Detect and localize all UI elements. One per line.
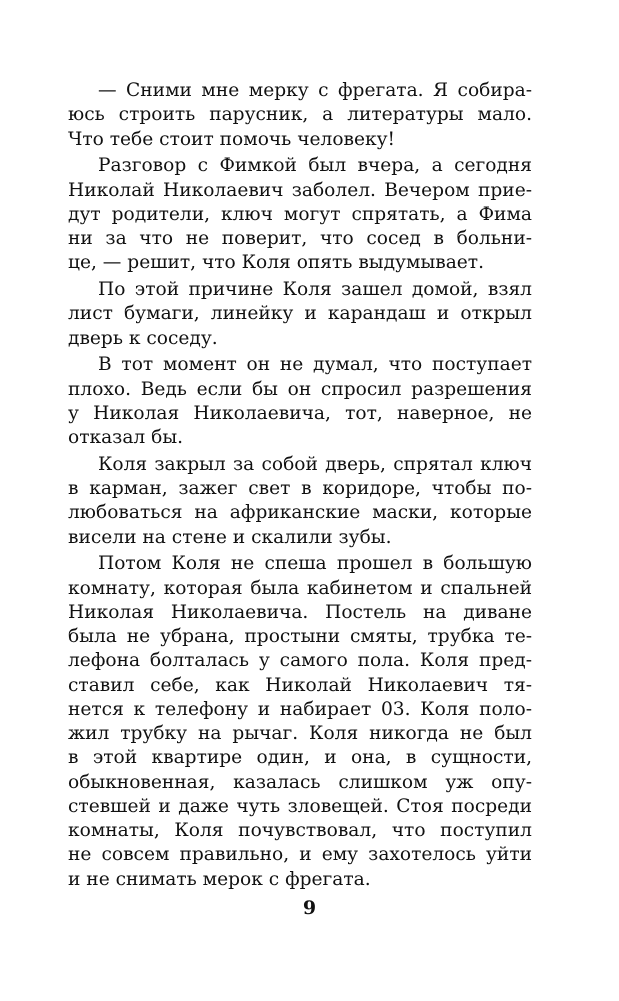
paragraph	[68, 154, 532, 275]
paragraph	[68, 79, 532, 152]
text-line: Николая Николаевича. Постель на диване	[68, 601, 532, 623]
text-line: лефона болталась у самого пола. Коля пред-	[68, 650, 532, 672]
text-line: не совсем правильно, и ему захотелось уйти	[68, 844, 532, 866]
text-line: Коля закрыл за собой дверь, спрятал ключ	[98, 453, 532, 475]
page-number: 9	[302, 897, 317, 919]
text-line: в карман, зажег свет в коридоре, чтобы по-	[68, 478, 532, 499]
text-line: юсь строить парусник, а литературы мало.	[68, 104, 532, 126]
text-line: и не снимать мерок с фрегата.	[68, 868, 371, 890]
paragraph	[68, 552, 532, 892]
text-line: це, — решит, что Коля опять выдумывает.	[68, 252, 485, 274]
text-line: была не убрана, простыни смяты, трубка те-	[68, 626, 532, 647]
paragraph	[68, 353, 532, 450]
text-line: плохо. Ведь если бы он спросил разрешения	[68, 378, 532, 400]
text-line: дут родители, ключ могут спрятать, а Фима	[68, 203, 532, 225]
paragraph	[68, 278, 532, 351]
text-line: ни за что не поверит, что сосед в больни-	[68, 228, 532, 249]
text-line: жил трубку на рычаг. Коля никогда не был	[68, 723, 532, 744]
text-line: висели на стене и скалили зубы.	[68, 526, 392, 548]
paragraph	[68, 453, 532, 550]
text-line: дверь к соседу.	[68, 327, 218, 349]
text-line: Что тебе стоит помочь человеку!	[68, 128, 396, 150]
text-line: — Сними мне мерку с фрегата. Я собира-	[98, 80, 532, 101]
text-line: у Николая Николаевича, тот, наверное, не	[68, 402, 532, 424]
text-line: любоваться на африканские маски, которые	[68, 502, 532, 524]
text-line: По этой причине Коля зашел домой, взял	[98, 279, 532, 300]
text-line: Потом Коля не спеша прошел в большую	[98, 553, 532, 575]
text-line: комнату, которая была кабинетом и спальней	[68, 577, 532, 599]
text-line: ставил себе, как Николай Николаевич тя-	[68, 674, 532, 696]
text-line: Николай Николаевич заболел. Вечером прие-	[68, 179, 532, 201]
body-text	[68, 79, 532, 892]
text-line: обыкновенная, казалась слишком уж опу-	[68, 771, 532, 793]
text-line: В тот момент он не думал, что поступает	[98, 354, 532, 376]
text-line: стевшей и даже чуть зловещей. Стоя посреди	[68, 795, 532, 817]
text-line: нется к телефону и набирает 03. Коля поло-	[68, 698, 532, 720]
text-line: Разговор с Фимкой был вчера, а сегодня	[98, 155, 532, 177]
text-line: лист бумаги, линейку и карандаш и открыл	[68, 303, 532, 325]
text-line: комнаты, Коля почувствовал, что поступил	[68, 820, 532, 841]
text-line: в этой квартире один, и она, в сущности,	[68, 747, 532, 769]
text-line: отказал бы.	[68, 427, 184, 448]
